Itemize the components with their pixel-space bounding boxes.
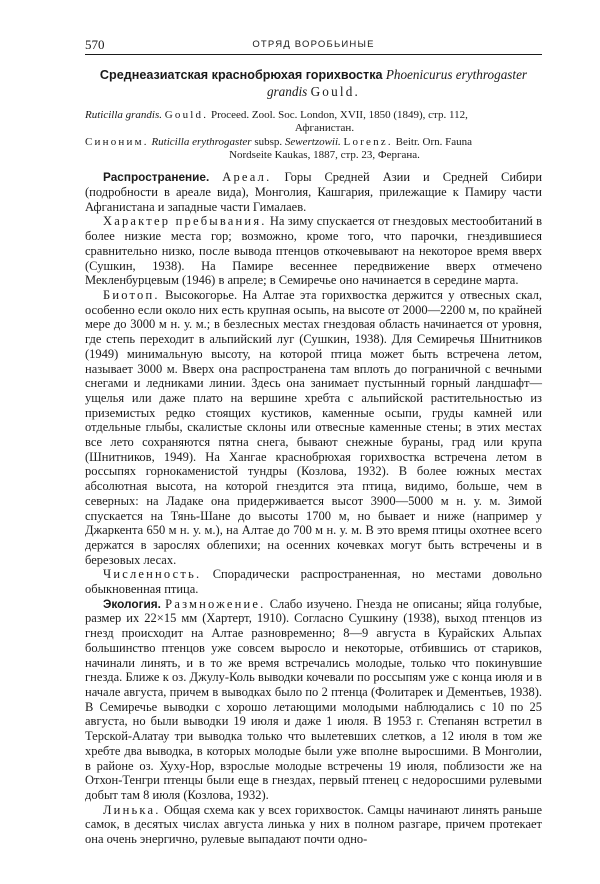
character-label: Характер пребывания. (103, 214, 267, 229)
numbers-text: Спорадически распространенная, но местами довольно обыкновенная птица. (85, 567, 543, 597)
running-header (85, 36, 542, 55)
synonym-name: Ruticilla erythrogaster (151, 136, 252, 149)
character-text: На зиму спускается от гнездовых местообитаний в более низкие места гор; возможно, кроме того, что парочки, гнездившиеся сравнительно низко, после вывода птенцов откочевывают на некоторое время вверх (Сушкин, 1938). На Памире весеннее передвижение вверх отмечено Мекленбурцевым (1946) в апреле; в Семиречье оно начинается в середине марта. (85, 214, 543, 288)
species-russian-name: Среднеазиатская краснобрюхая горихвостка (99, 68, 383, 82)
numbers-paragraph (85, 567, 542, 596)
original-author: Gould. (164, 109, 209, 121)
molt-label: Линька. (103, 802, 161, 817)
biotope-label: Биотоп. (103, 288, 160, 302)
molt-text: Общая схема как у всех горихвосток. Самцы начинают линять раньше самок, в десятых числах августа линька у них в полном разгаре, причем протекает она очень энергично, рулевые выпадают почти одно- (85, 802, 543, 847)
synonym-author: Lorenz. (343, 136, 393, 149)
biotope-text: Высокогорье. На Алтае эта горихвостка держится у отвесных скал, особенно если около них есть крупная осыпь, на высоте от 2000—2200 м, по крайней мере до 3000 м н. у. м.; в безлесных местах гнездовая область начинается от уровня, где степь переходит в альпийский луг (Сушкин, 1938). Для Семиречья Шнитников (1949) минимальную высоту, на которой птица может быть встречена летом, называет 3000 м. Вверх она распространена там вплоть до пограничной с вечными снегами и ледниками линии. Здесь она занимает пустынный горный ландшафт—ущелья или даже плато на вершине хребта с альпийской растительностью из приземистых редко стоящих кустиков, каменные осыпи, груды камней или отдельные глыбы, скалистые склоны или отвесные каменные стены; в этих местах все лето сохраняются пятна снега, бывают снежные бураны, град или крупа (Шнитников, 1949). На Хангае краснобрюхая горихвостка встречена летом в россыпях горнокаменистой тундры (Козлова, 1932). В более южных местах абсолютная высота, на которой гнездится эта птица, видимо, больше, чем в северных: на Ладаке она придерживается высот 3900—5000 м н. у. м. Зимой спускается на Тянь-Шане до высоты 1700 м, но бывает и ниже (например у Джаркента 650 м н. у. м.), на Алтае до 700 м н. у. м. В это время птицы охотнее всего держатся в зарослях облепихи; на осенних кочевках могут быть встречены и в березовых лесах. (85, 288, 543, 567)
article-body (85, 170, 542, 846)
synonym-reference (85, 136, 542, 161)
ecology-heading: Экология. (103, 596, 161, 611)
numbers-label: Численность. (103, 567, 202, 582)
reproduction-label: Размножение. (165, 596, 266, 611)
synonym-source: Beitr. Orn. Fauna (395, 136, 472, 149)
running-title: ОТРЯД ВОРОБЬИНЫЕ (252, 39, 375, 50)
synonym-label: Синоним. (85, 136, 149, 149)
species-title (91, 67, 536, 99)
distribution-heading: Распространение. (103, 170, 210, 185)
page-number: 570 (85, 37, 105, 52)
molt-paragraph (85, 803, 542, 847)
distribution-text: Горы Средней Азии и Средней Сибири (подробности в ареале вида), Монголия, Кашгария, прилежащие к Памиру части Афганистана и западные части Гималаев. (85, 170, 543, 214)
subspecies-latin-name: grandis (266, 83, 308, 99)
synonym-subsp: subsp. (254, 136, 283, 149)
original-place: Афганистан. (294, 121, 355, 134)
species-author: Gould. (310, 83, 361, 99)
references-block (85, 109, 542, 161)
biotope-paragraph (85, 288, 542, 567)
distribution-paragraph (85, 170, 542, 214)
synonym-subsp-name: Sewertzowii. (284, 136, 341, 149)
ecology-paragraph (85, 597, 542, 803)
ecology-text: Слабо изучено. Гнезда не описаны; яйца голубые, размер их 22×15 мм (Хартерт, 1910). Согласно Сушкину (1938), выход птенцов из гнезд происходит на Алтае разновременно; 8—9 августа в Курайских Альпах большинство птенцов уже совсем выросло и некоторые, отбившись от стариков, начинали линять, и в то же время встречались молодые, только что покинувшие гнезда. Ближе к оз. Джулу-Коль выводки кочевали по россыпям уже с конца июля и в начале августа, причем в выводках было по 2 птенца (Фолитарек и Дементьев, 1938). В Семиречье выводки с хорошо летающими молодыми наблюдались с 10 по 25 августа, но были выводки 19 июля и даже 1 июля. В 1953 г. Степанян встретил в Терской-Алатау три выводка только что вылетевших слетков, а 12 июля в том же хребте два выводка, в которых молодые были уже вполне выросшими. В Монголии, в районе оз. Хуху-Нор, взрослые молодые встречены 19 июля, поблизости же на Отхон-Тенгри птенцы были еще в гнездах, первый птенец с недоросшими рулевыми добыт там 8 июля (Козлова, 1932). (85, 596, 543, 802)
original-name: Ruticilla grandis. (85, 109, 162, 121)
original-source: Proceed. Zool. Soc. London, XVII, 1850 (1849), стр. 112, (210, 109, 468, 121)
area-label: Ареал. (222, 170, 272, 185)
original-reference (85, 109, 542, 134)
species-latin-name: Phoenicurus erythrogaster (385, 67, 528, 82)
synonym-source-cont: Nordseite Kaukas, 1887, стр. 23, Фергана. (229, 148, 420, 161)
character-paragraph (85, 214, 542, 288)
